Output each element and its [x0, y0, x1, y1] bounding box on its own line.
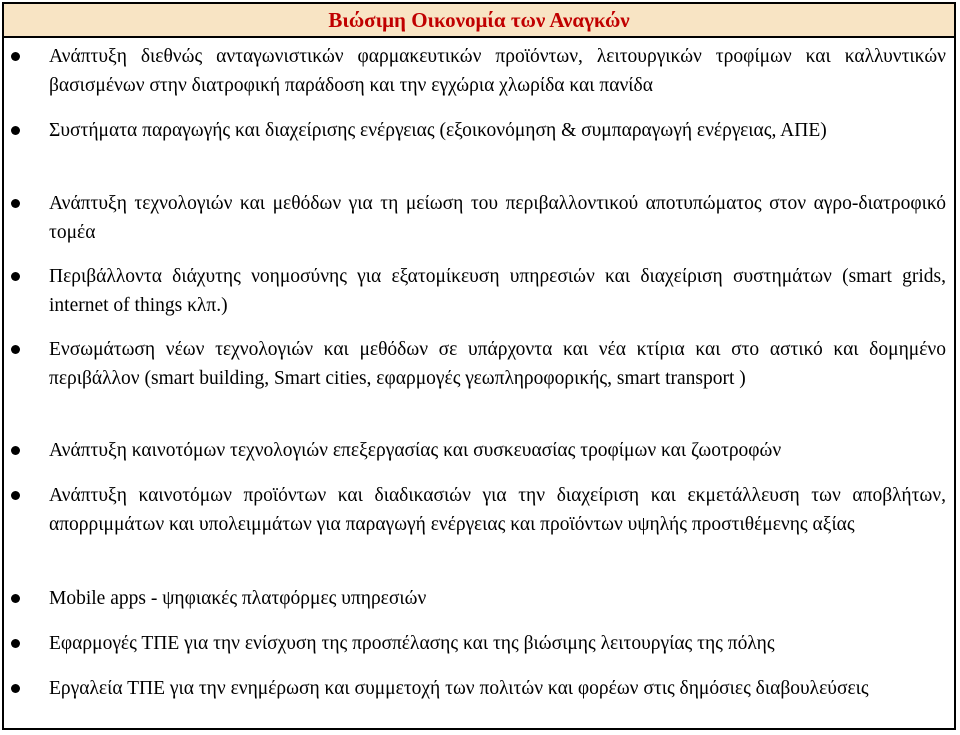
list-item-text: Ενσωμάτωση νέων τεχνολογιών και μεθόδων σε υπάρχοντα και νέα κτίρια και στο αστικό και δομημένο περιβάλλον (smart building, Smart cities, εφαρμογές γεωπληροφορικής, smart transport ) — [49, 339, 946, 389]
list-item-text: Συστήματα παραγωγής και διαχείρισης ενέργειας (εξοικονόμηση & συμπαραγωγή ενέργειας, ΑΠΕ) — [49, 120, 827, 141]
list-item-text: Mobile apps - ψηφιακές πλατφόρμες υπηρεσιών — [49, 588, 427, 609]
list-item — [4, 674, 954, 703]
list-item — [4, 189, 954, 247]
content-table — [2, 2, 956, 730]
bullet-icon — [11, 126, 20, 135]
bullet-icon — [11, 639, 20, 648]
bullet-icon — [11, 446, 20, 455]
bullet-icon — [11, 52, 20, 61]
list-item — [4, 584, 954, 613]
list-item-text: Εφαρμογές ΤΠΕ για την ενίσχυση της προσπέλασης και της βιώσιμης λειτουργίας της πόλης — [49, 633, 775, 654]
list-item — [4, 116, 954, 145]
list-item — [4, 262, 954, 320]
list-item-text: Ανάπτυξη τεχνολογιών και μεθόδων για τη μείωση του περιβαλλοντικού αποτυπώματος στον αγρο-διατροφικό τομέα — [49, 193, 946, 243]
list-item-text: Εργαλεία ΤΠΕ για την ενημέρωση και συμμετοχή των πολιτών και φορέων στις δημόσιες διαβουλεύσεις — [49, 678, 869, 699]
bullet-icon — [11, 684, 20, 693]
bullet-icon — [11, 594, 20, 603]
bullet-icon — [11, 491, 20, 500]
bullet-icon — [11, 272, 20, 281]
list-item-text: Ανάπτυξη διεθνώς ανταγωνιστικών φαρμακευτικών προϊόντων, λειτουργικών τροφίμων και καλλυντικών βασισμένων στην διατροφική παράδοση και την εγχώρια χλωρίδα και πανίδα — [49, 46, 946, 96]
list-item-text: Ανάπτυξη καινοτόμων προϊόντων και διαδικασιών για την διαχείριση και εκμετάλλευση των αποβλήτων, απορριμμάτων και υπολειμμάτων για παραγωγή ενέργειας και προϊόντων υψηλής προστιθέμενης αξίας — [49, 485, 946, 535]
list-item-text: Περιβάλλοντα διάχυτης νοημοσύνης για εξατομίκευση υπηρεσιών και διαχείριση συστημάτων (smart grids, internet of things κλπ.) — [49, 266, 946, 316]
list-item — [4, 481, 954, 539]
bullet-icon — [11, 199, 20, 208]
bullet-icon — [11, 345, 20, 354]
list-item — [4, 629, 954, 658]
list-item — [4, 436, 954, 465]
list-item — [4, 42, 954, 100]
table-title: Βιώσιμη Οικονομία των Αναγκών — [4, 4, 954, 38]
list-item — [4, 335, 954, 393]
list-item-text: Ανάπτυξη καινοτόμων τεχνολογιών επεξεργασίας και συσκευασίας τροφίμων και ζωοτροφών — [49, 440, 782, 461]
